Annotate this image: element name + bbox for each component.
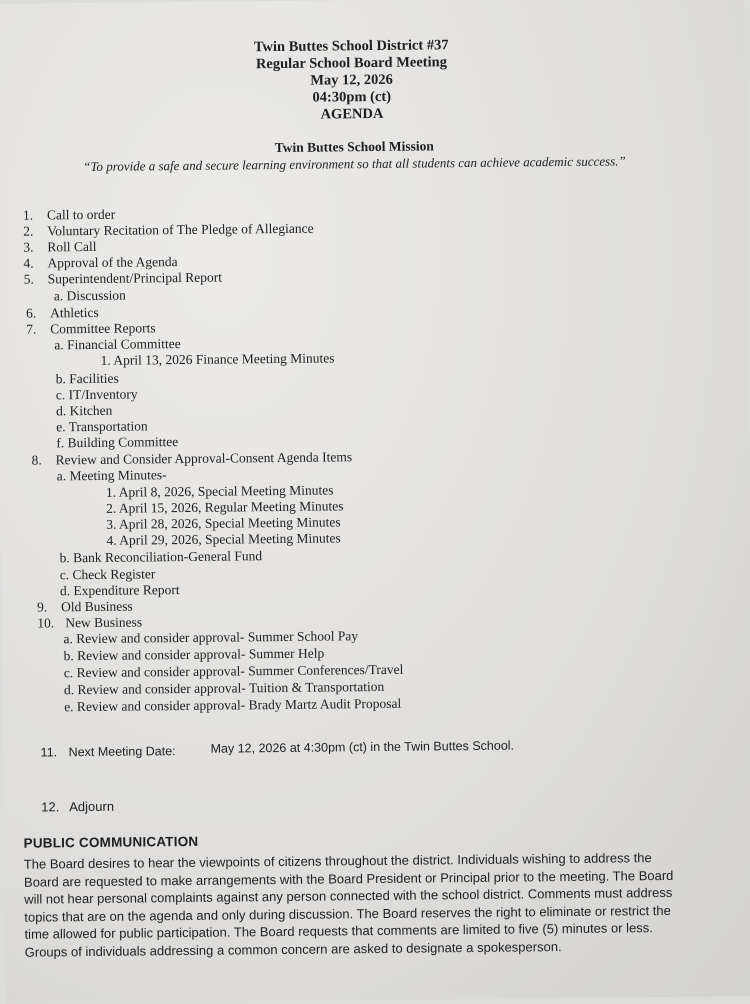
agenda-subitem: c. IT/Inventory (55, 386, 138, 403)
mission-statement: “To provide a safe and secure learning environment so that all students can achieve academic success.” (83, 153, 626, 175)
agenda-subitem: b. Facilities (55, 370, 119, 387)
meeting-date: May 12, 2026 (310, 71, 393, 89)
agenda-subitem: e. Transportation (56, 418, 148, 435)
agenda-subitem: c. Review and consider approval- Summer Conferences/Travel (63, 661, 404, 681)
document-type: AGENDA (320, 105, 384, 123)
paragraph-line: Board are requested to make arrangements with the Board President or Principal prior to the meeting. The Board (23, 867, 674, 890)
agenda-subitem: a. Financial Committee (54, 336, 181, 353)
agenda-subitem: a. Review and consider approval- Summer School Pay (63, 628, 359, 647)
public-communication-text (24, 848, 725, 960)
meeting-type: Regular School Board Meeting (255, 54, 448, 73)
agenda-item-4: 4. Approval of the Agenda (23, 254, 178, 271)
agenda-item-11: 11. Next Meeting Date: (40, 744, 176, 760)
agenda-item-1: 1. Call to order (22, 206, 116, 223)
agenda-item-6: 6. Athletics (25, 304, 99, 321)
agenda-item-7: 7. Committee Reports (26, 320, 156, 337)
agenda-item-9: 9. Old Business (37, 598, 133, 615)
district-name: Twin Buttes School District #37 (253, 37, 449, 56)
next-meeting-value: May 12, 2026 at 4:30pm (ct) in the Twin Buttes School. (210, 738, 515, 756)
agenda-item-8: 8. Review and Consider Approval-Consent Agenda Items (31, 449, 353, 468)
agenda-item-3: 3. Roll Call (23, 238, 97, 255)
document-header (0, 34, 708, 126)
paragraph-line: topics that are on the agenda and only during discussion. The Board reserves the right to eliminate or restrict the (24, 902, 671, 925)
agenda-subitem: c. Check Register (59, 566, 156, 583)
paragraph-line: The Board desires to hear the viewpoints of citizens throughout the district. Individuals wishing to address the (23, 850, 652, 872)
meeting-time: 04:30pm (ct) (312, 88, 392, 106)
agenda-subsubitem: 3. April 28, 2026, Special Meeting Minutes (106, 514, 341, 532)
agenda-subitem: d. Expenditure Report (59, 582, 180, 599)
agenda-subitem: d. Review and consider approval- Tuition & Transportation (63, 678, 385, 698)
agenda-item-5: 5. Superintendent/Principal Report (23, 269, 223, 287)
agenda-subitem: f. Building Committee (56, 434, 179, 451)
public-communication-title: PUBLIC COMMUNICATION (23, 833, 199, 851)
agenda-subitem: a. Meeting Minutes- (56, 467, 167, 484)
paragraph-line: time allowed for public participation. The Board requests that comments are limited to five (5) minutes or less. (24, 920, 653, 942)
mission-section (0, 134, 713, 175)
paragraph-line: will not hear personal complaints against any person connected with the school district. Comments must address (24, 884, 673, 907)
agenda-subsubitem: 2. April 15, 2026, Regular Meeting Minutes (105, 498, 344, 516)
agenda-item-12: 12. Adjourn (41, 798, 115, 815)
agenda-subitem: a. Discussion (53, 287, 126, 304)
agenda-subitem: b. Bank Reconciliation-General Fund (59, 548, 263, 566)
agenda-subsubitem: 1. April 13, 2026 Finance Meeting Minutes (100, 350, 335, 368)
agenda-subitem: e. Review and consider approval- Brady Martz Audit Proposal (64, 695, 402, 715)
agenda-subitem: b. Review and consider approval- Summer Help (63, 645, 325, 664)
agenda-subsubitem: 4. April 29, 2026, Special Meeting Minutes (106, 530, 341, 548)
agenda-item-10: 10. New Business (37, 614, 143, 631)
mission-title: Twin Buttes School Mission (274, 138, 434, 156)
paragraph-line: Groups of individuals addressing a common concern are asked to designate a spokesperson. (24, 938, 562, 960)
agenda-item-2: 2. Voluntary Recitation of The Pledge of Allegiance (23, 220, 314, 239)
agenda-subitem: d. Kitchen (55, 402, 113, 419)
agenda-subsubitem: 1. April 8, 2026, Special Meeting Minutes (105, 482, 334, 500)
